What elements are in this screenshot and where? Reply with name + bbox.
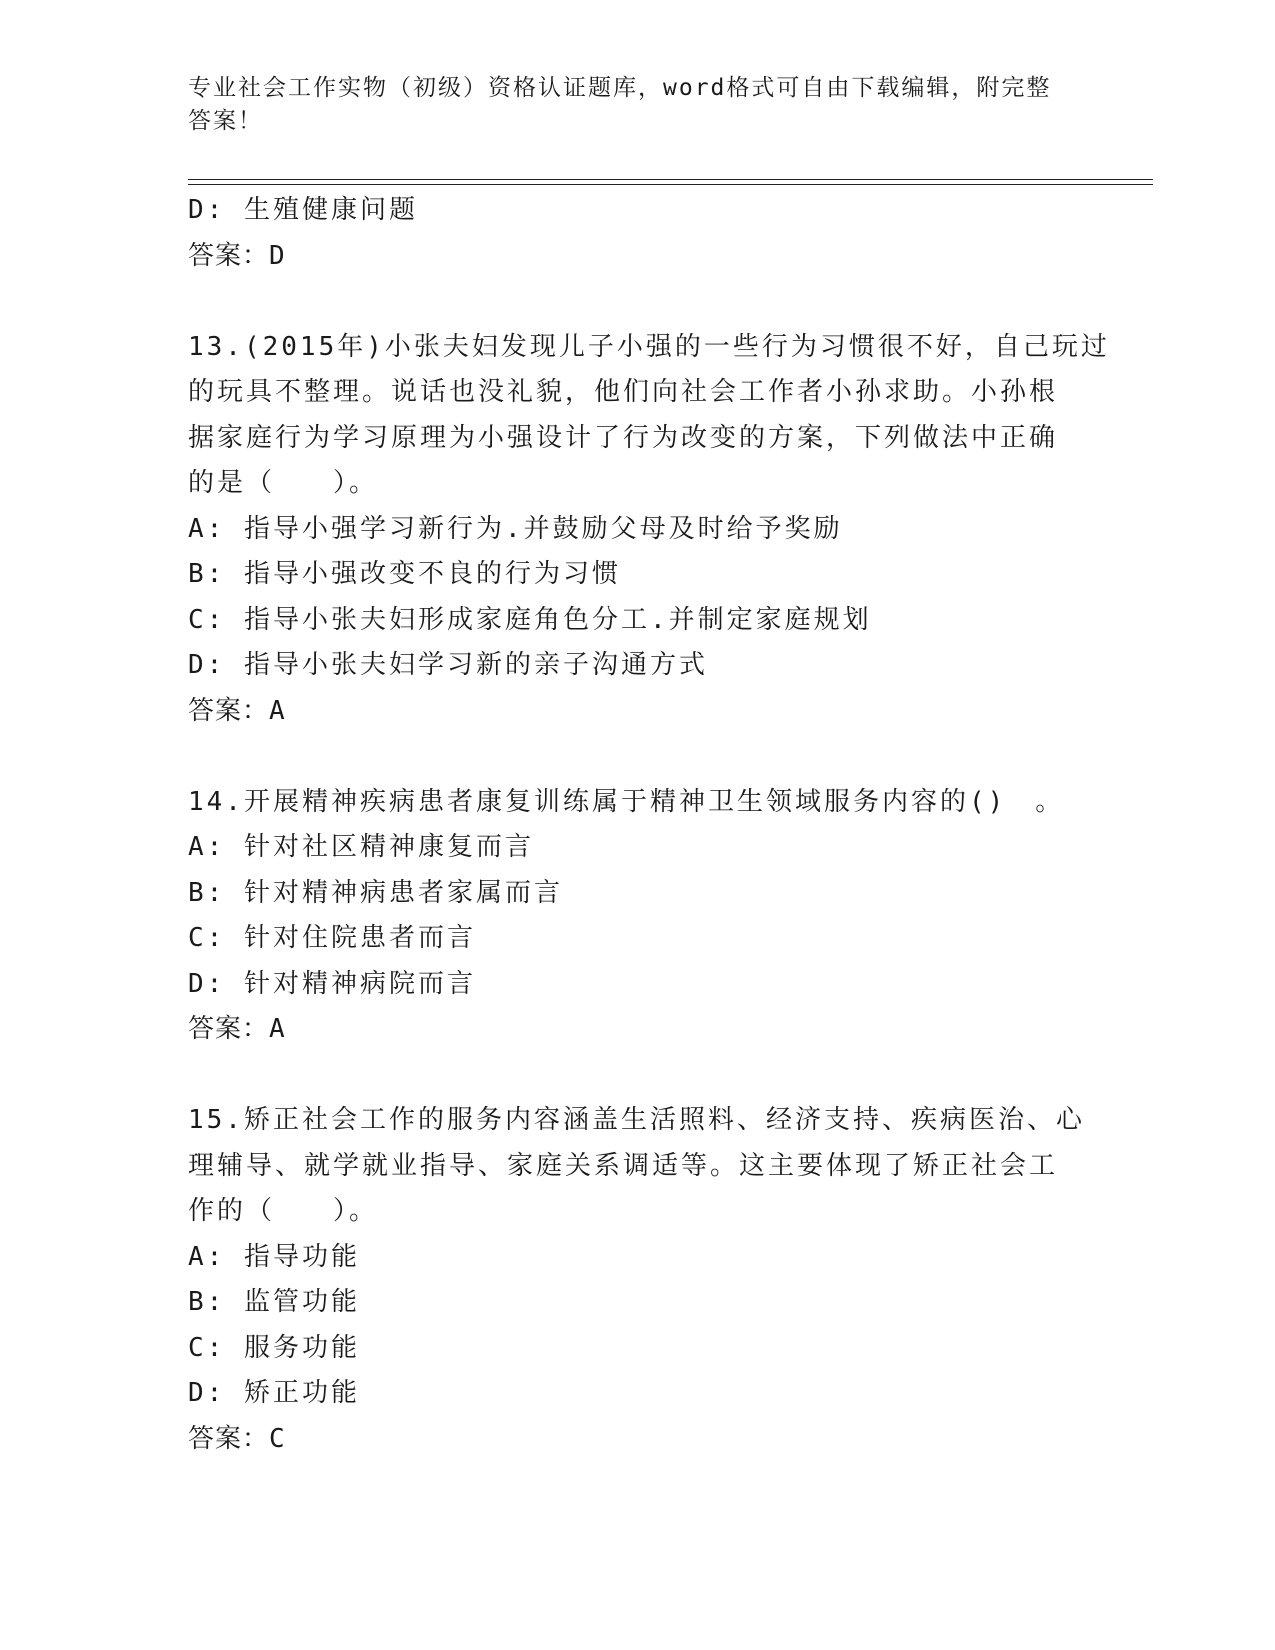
header-text: 专业社会工作实物（初级）资格认证题库，word格式可自由下载编辑，附完整答案！ xyxy=(188,75,1052,134)
question-14 xyxy=(188,780,1088,1053)
option-a: A: 针对社区精神康复而言 xyxy=(188,832,534,862)
option-b: B: 监管功能 xyxy=(188,1287,360,1317)
spacer xyxy=(188,734,1088,780)
question-stem-line: 14.开展精神疾病患者康复训练属于精神卫生领域服务内容的() 。 xyxy=(188,786,1065,817)
option-d: D: 矫正功能 xyxy=(188,1378,360,1408)
question-stem-line: 理辅导、就学就业指导、家庭关系调适等。这主要体现了矫正社会工 xyxy=(188,1150,1059,1181)
answer-value: C xyxy=(269,1423,286,1454)
spacer xyxy=(188,279,1088,325)
option-d: D: 指导小张夫妇学习新的亲子沟通方式 xyxy=(188,650,708,680)
question-stem-line: 15.矫正社会工作的服务内容涵盖生活照料、经济支持、疾病医治、心 xyxy=(188,1105,1085,1135)
option-a: A: 指导小强学习新行为.并鼓励父母及时给予奖励 xyxy=(188,513,843,544)
option-d: D: 针对精神病院而言 xyxy=(188,968,476,999)
document-header xyxy=(188,72,1068,138)
header-divider-top xyxy=(188,179,1153,180)
question-stem-line: 的是（ ）。 xyxy=(188,468,379,498)
question-15 xyxy=(188,1098,1088,1462)
question-stem-line: 据家庭行为学习原理为小强设计了行为改变的方案，下列做法中正确 xyxy=(188,422,1059,453)
question-list xyxy=(188,188,1110,1462)
option-b: B: 指导小强改变不良的行为习惯 xyxy=(188,559,621,589)
question-12-tail xyxy=(188,188,1088,279)
option-b: B: 针对精神病患者家属而言 xyxy=(188,877,563,908)
answer-line xyxy=(188,689,1088,735)
answer-line xyxy=(188,1417,1088,1463)
question-13 xyxy=(188,325,1110,735)
option-c: C: 服务功能 xyxy=(188,1332,360,1363)
option-d: D: 生殖健康问题 xyxy=(188,195,418,225)
answer-value: D xyxy=(269,240,286,271)
option-c: C: 针对住院患者而言 xyxy=(188,923,476,953)
spacer xyxy=(188,1053,1088,1099)
answer-label: 答案： xyxy=(188,240,270,271)
answer-value: A xyxy=(269,1014,286,1044)
answer-label: 答案： xyxy=(188,1014,270,1044)
option-c: C: 指导小张夫妇形成家庭角色分工.并制定家庭规划 xyxy=(188,604,872,635)
answer-label: 答案： xyxy=(188,1423,270,1454)
question-stem-line: 作的（ ）。 xyxy=(188,1196,379,1226)
answer-line xyxy=(188,234,1088,280)
question-stem-line: 13.(2015年)小张夫妇发现儿子小强的一些行为习惯很不好，自己玩过 xyxy=(188,331,1110,362)
question-stem-line: 的玩具不整理。说话也没礼貌，他们向社会工作者小孙求助。小孙根 xyxy=(188,377,1059,407)
answer-line xyxy=(188,1007,1088,1053)
option-a: A: 指导功能 xyxy=(188,1241,360,1272)
answer-label: 答案： xyxy=(188,695,270,726)
header-divider-bottom xyxy=(188,184,1153,185)
answer-value: A xyxy=(269,695,286,726)
